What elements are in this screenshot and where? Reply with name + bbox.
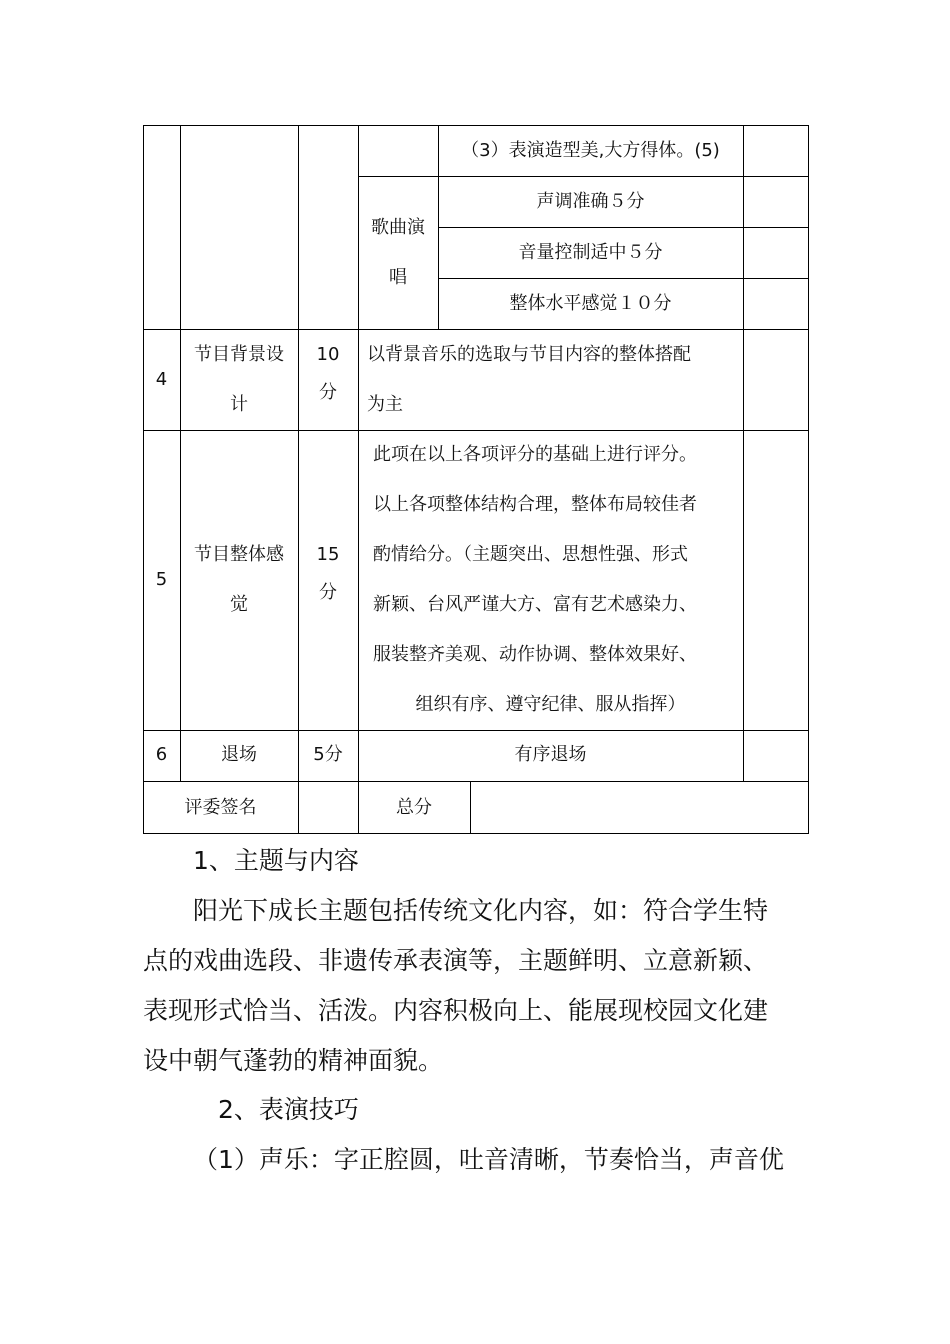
- table-border: [808, 125, 809, 834]
- table-border: [143, 329, 809, 330]
- item-description: 以上各项整体结构合理，整体布局较佳者: [373, 494, 697, 515]
- item-description: 以背景音乐的选取与节目内容的整体搭配: [367, 344, 691, 365]
- item-description: 新颖、台风严谨大方、富有艺术感染力、: [373, 594, 697, 615]
- singing-criterion: 声调准确５分: [536, 191, 645, 212]
- item-score: 10: [316, 344, 340, 365]
- singing-label: 歌曲演: [371, 217, 425, 238]
- item-description: 组织有序、遵守纪律、服从指挥）: [415, 694, 686, 715]
- table-border: [143, 125, 144, 834]
- item-score: 15: [316, 544, 340, 565]
- item-name: 觉: [230, 594, 248, 615]
- item-score: 5分: [313, 744, 343, 765]
- table-border: [470, 781, 471, 834]
- table-border: [298, 125, 299, 834]
- item-description: 服装整齐美观、动作协调、整体效果好、: [373, 644, 697, 665]
- table-border: [438, 278, 809, 279]
- paragraph-line: 设中朝气蓬勃的精神面貌。: [143, 1046, 444, 1075]
- item-description: 此项在以上各项评分的基础上进行评分。: [373, 444, 697, 465]
- item-name: 计: [230, 394, 248, 415]
- table-border: [143, 833, 809, 834]
- item-score: 分: [319, 382, 337, 403]
- item-description: 为主: [367, 394, 403, 415]
- section-heading: 2、表演技巧: [218, 1095, 359, 1124]
- table-border: [180, 125, 181, 781]
- singing-criterion: 音量控制适中５分: [518, 242, 663, 263]
- table-border: [143, 781, 809, 782]
- row-number: 5: [155, 569, 168, 590]
- section-heading: 1、主题与内容: [193, 846, 359, 875]
- table-border: [143, 730, 809, 731]
- total-score-label: 总分: [396, 797, 432, 818]
- row-number: 4: [155, 369, 168, 390]
- singing-label: 唱: [389, 267, 407, 288]
- item-name: 节目背景设: [194, 344, 284, 365]
- paragraph-line: 表现形式恰当、活泼。内容积极向上、能展现校园文化建: [143, 996, 769, 1025]
- item-description: 有序退场: [514, 744, 587, 765]
- table-border: [438, 227, 809, 228]
- singing-criterion: 整体水平感觉１０分: [509, 293, 672, 314]
- paragraph-line: 点的戏曲选段、非遗传承表演等，主题鲜明、立意新颖、: [143, 946, 769, 975]
- paragraph-line: （1）声乐：字正腔圆，吐音清晰，节奏恰当，声音优: [193, 1145, 784, 1174]
- paragraph-line: 阳光下成长主题包括传统文化内容，如：符合学生特: [193, 896, 769, 925]
- criteria-item: （3）表演造型美,大方得体。(5): [461, 140, 720, 161]
- table-border: [359, 176, 809, 177]
- table-border: [143, 430, 809, 431]
- item-score: 分: [319, 582, 337, 603]
- table-border: [743, 125, 744, 781]
- item-name: 退场: [221, 744, 257, 765]
- row-number: 6: [155, 744, 168, 765]
- table-border: [143, 125, 809, 126]
- item-name: 节目整体感: [194, 544, 284, 565]
- judge-signature-label: 评委签名: [184, 797, 257, 818]
- item-description: 酌情给分。（主题突出、思想性强、形式: [373, 544, 688, 565]
